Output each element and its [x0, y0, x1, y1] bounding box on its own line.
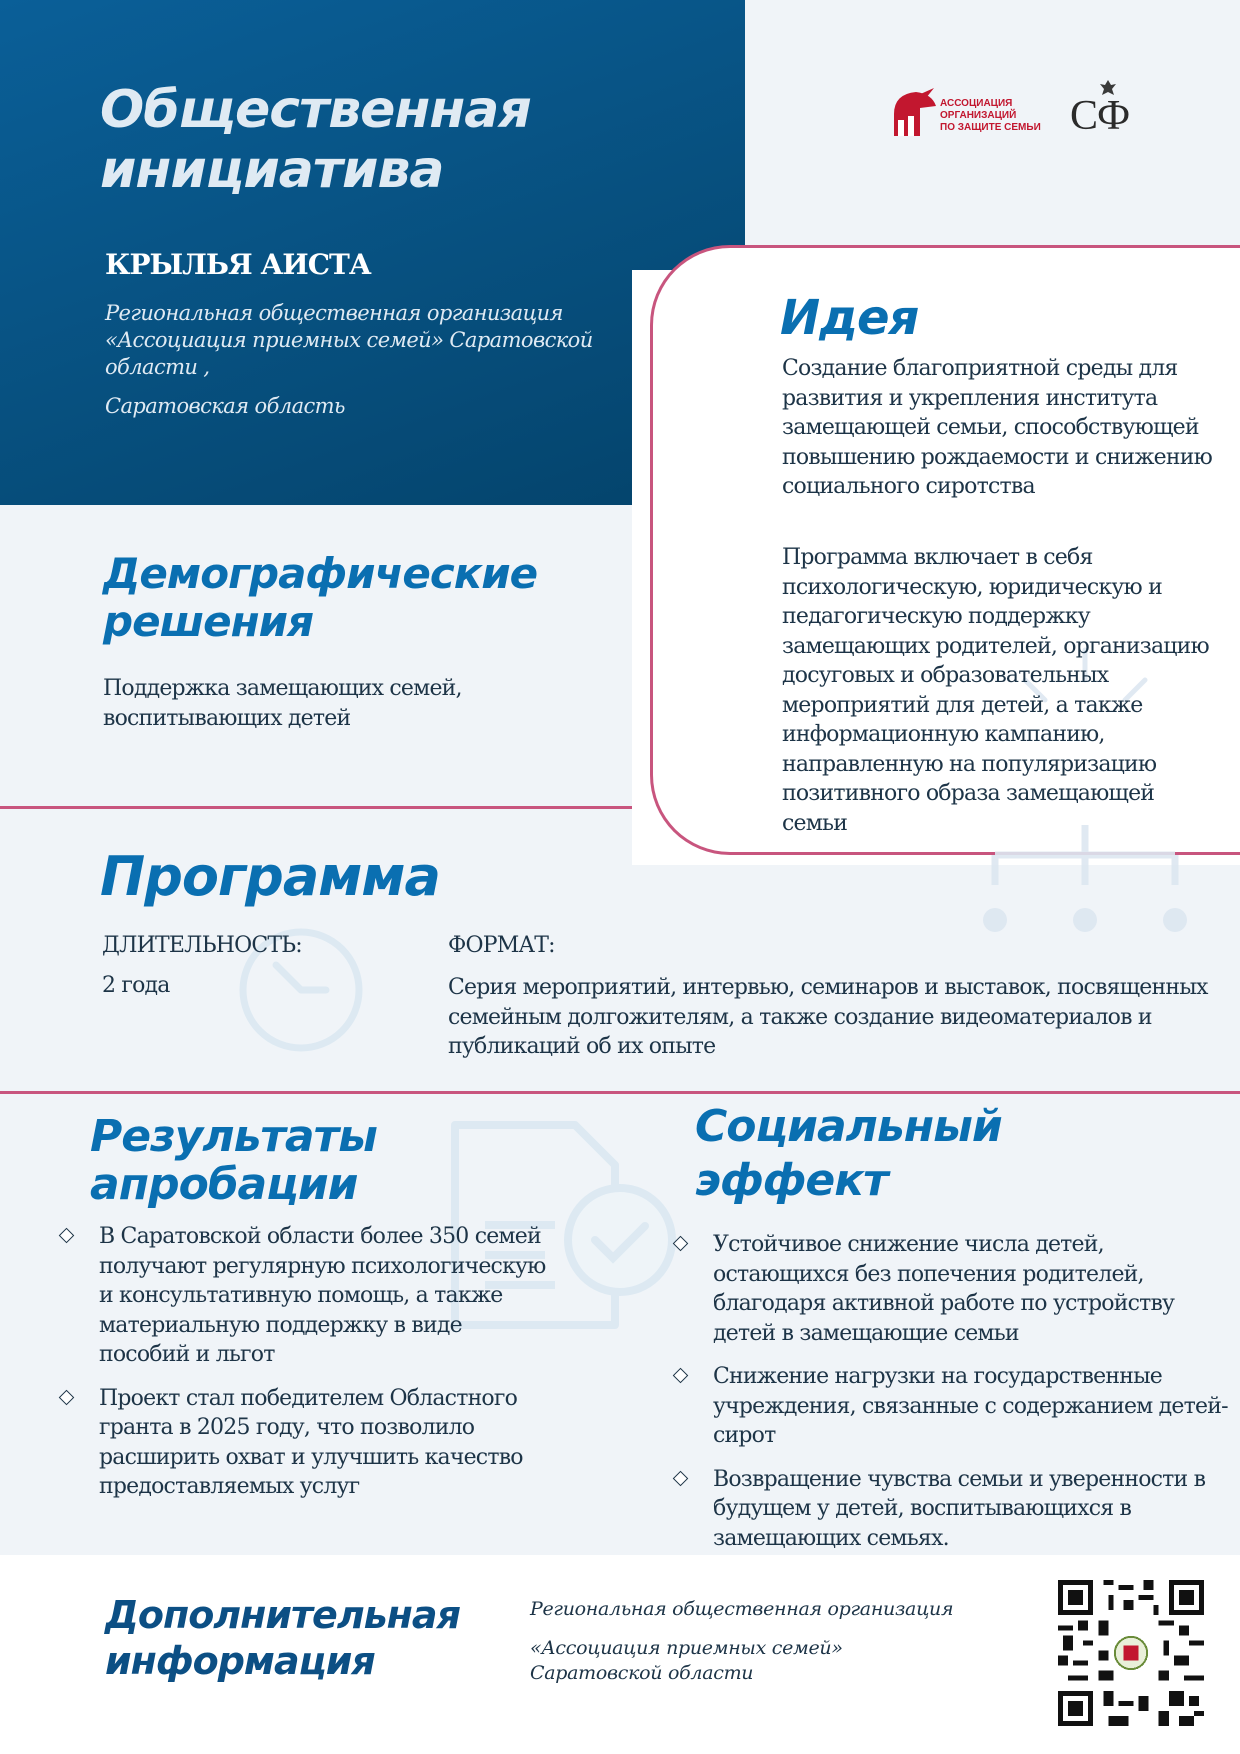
results-list [99, 1222, 549, 1516]
list-item [713, 1362, 1233, 1451]
association-line2: ОРГАНИЗАЦИЙ [940, 110, 1017, 121]
region-label: Саратовская область [105, 394, 345, 418]
section-divider [0, 1091, 1240, 1094]
list-item-text: Снижение нагрузки на государственные учреждения, связанные с содержанием детей-сирот [713, 1364, 1228, 1448]
idea-paragraph-1: Создание благоприятной среды для развития и укрепления института замещающей семьи, способствующей повышению рождаемости и снижению социального сиротства [782, 356, 1212, 499]
diamond-bullet-icon [673, 1368, 689, 1384]
section-divider [0, 806, 632, 809]
list-item [99, 1384, 549, 1502]
partner-logos [890, 78, 1190, 158]
format-label: ФОРМАТ: [448, 933, 555, 958]
page-title-line2: инициатива [100, 140, 444, 200]
demographic-text: Поддержка замещающих семей, воспитывающих детей [103, 676, 462, 731]
idea-paragraph-2: Программа включает в себя психологическую, юридическую и педагогическую поддержку замещающих родителей, организацию досуговых и образовательных мероприятий для детей, а также информационную кампанию, направленную на популяризацию позитивного образа замещающей семьи [782, 545, 1209, 836]
diamond-bullet-icon [673, 1470, 689, 1486]
demographic-title [103, 550, 537, 646]
footer-org-line2: «Ассоциация приемных семей» Саратовской области [530, 1637, 843, 1684]
results-title-line2: апробации [90, 1159, 358, 1210]
org-description: Региональная общественная организация «Ассоциация приемных семей» Саратовской области , [105, 301, 593, 379]
list-item [713, 1230, 1233, 1348]
diamond-bullet-icon [59, 1228, 75, 1244]
list-item-text: В Саратовской области более 350 семей получают регулярную психологическую и консультативную помощь, а также материальную поддержку в виде пособий и льгот [99, 1224, 546, 1367]
results-title-line1: Результаты [90, 1111, 377, 1162]
association-line3: ПО ЗАЩИТЕ СЕМЬИ [940, 122, 1041, 133]
org-name: КРЫЛЬЯ АИСТА [105, 248, 371, 281]
list-item-text: Возвращение чувства семьи и уверенности в будущем у детей, воспитывающихся в замещающих семьях. [713, 1466, 1206, 1551]
association-line1: АССОЦИАЦИЯ [940, 98, 1013, 109]
demographic-title-line2: решения [103, 597, 314, 646]
diamond-bullet-icon [59, 1389, 75, 1405]
page-title [100, 80, 531, 200]
additional-info-title-line1: Дополнительная [105, 1593, 460, 1637]
stork-wings-icon [890, 84, 938, 144]
list-item-text: Устойчивое снижение числа детей, остающихся без попечения родителей, благодаря активной работе по устройству детей в замещающие семьи [713, 1232, 1175, 1346]
duration-value: 2 года [102, 973, 170, 998]
demographic-title-line1: Демографические [103, 549, 538, 598]
additional-info-title [105, 1592, 460, 1684]
qr-code-icon[interactable] [1058, 1580, 1204, 1726]
list-item-text: Проект стал победителем Областного гранта в 2025 году, что позволило расширить охват и улучшить качество предоставляемых услуг [99, 1385, 523, 1499]
social-effect-title-line1: Социальный [695, 1101, 1002, 1152]
idea-title: Идея [780, 290, 919, 346]
list-item [99, 1222, 549, 1370]
page-title-line1: Общественная [100, 80, 531, 140]
sf-logo: СФ [1070, 93, 1130, 139]
duration-label: ДЛИТЕЛЬНОСТЬ: [102, 933, 302, 958]
results-title [90, 1113, 377, 1209]
format-value: Серия мероприятий, интервью, семинаров и выставок, посвященных семейным долгожителям, а также создание видеоматериалов и публикаций об их опыте [448, 975, 1208, 1059]
social-effect-title [695, 1100, 1002, 1208]
social-effect-list [713, 1230, 1233, 1567]
list-item [713, 1465, 1233, 1554]
program-title: Программа [100, 845, 440, 908]
footer-org-line1: Региональная общественная организация [530, 1598, 954, 1620]
social-effect-title-line2: эффект [695, 1155, 888, 1206]
additional-info-title-line2: информация [105, 1639, 375, 1683]
association-logo-text [940, 98, 1041, 134]
